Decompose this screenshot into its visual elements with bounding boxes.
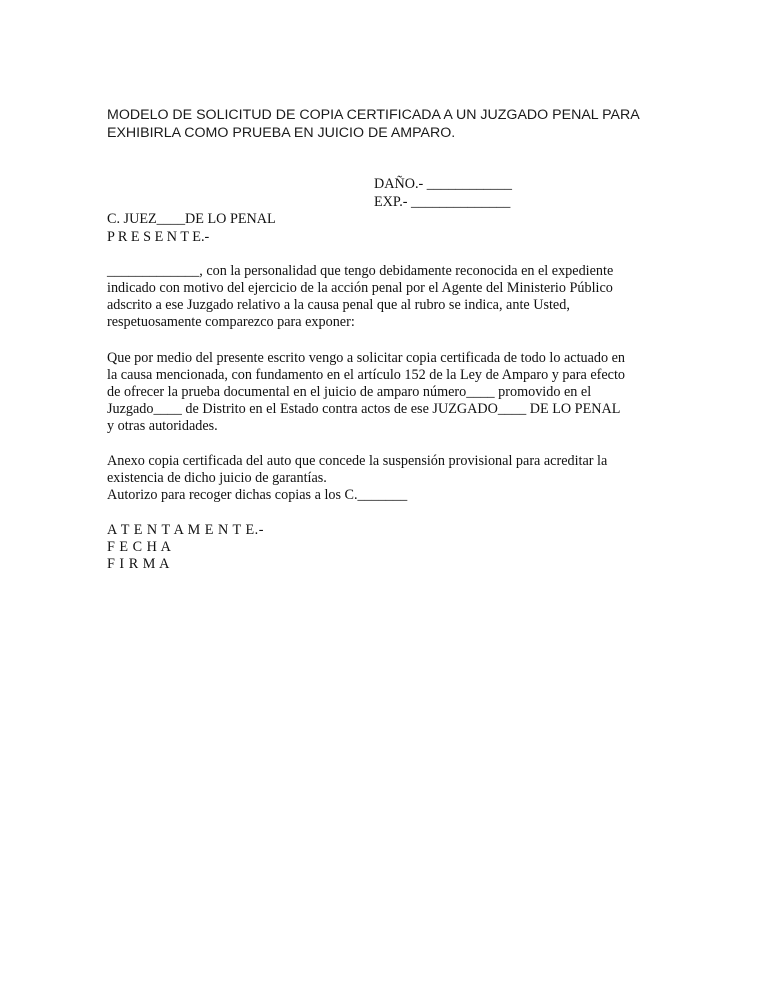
closing-block: [107, 522, 264, 573]
document-title: [107, 106, 687, 142]
closing-fecha: F E C H A: [107, 539, 172, 555]
paragraph-line: Anexo copia certificada del auto que concede la suspensión provisional para acreditar la: [107, 453, 608, 469]
paragraph-introduction: [107, 263, 667, 331]
paragraph-line: respetuosamente comparezco para exponer:: [107, 314, 355, 330]
paragraph-line: existencia de dicho juicio de garantías.: [107, 470, 327, 486]
paragraph-line: Autorizo para recoger dichas copias a los C._______: [107, 487, 408, 503]
paragraph-line: y otras autoridades.: [107, 418, 218, 434]
dano-reference: DAÑO.- ____________: [374, 176, 512, 192]
title-line-2: EXHIBIRLA COMO PRUEBA EN JUICIO DE AMPARO.: [107, 125, 456, 141]
closing-atentamente: A T E N T A M E N T E.-: [107, 522, 264, 538]
paragraph-line: indicado con motivo del ejercicio de la acción penal por el Agente del Ministerio Público: [107, 280, 613, 296]
paragraph-line: Juzgado____ de Distrito en el Estado contra actos de ese JUZGADO____ DE LO PENAL: [107, 401, 621, 417]
paragraph-line: adscrito a ese Juzgado relativo a la causa penal que al rubro se indica, ante Usted,: [107, 297, 570, 313]
case-references: [374, 175, 512, 211]
closing-firma: F I R M A: [107, 556, 170, 572]
paragraph-line: de ofrecer la prueba documental en el juicio de amparo número____ promovido en el: [107, 384, 592, 400]
addressee-judge: C. JUEZ____DE LO PENAL: [107, 211, 276, 227]
paragraph-line: Que por medio del presente escrito vengo a solicitar copia certificada de todo lo actuado en: [107, 350, 626, 366]
title-line-1: MODELO DE SOLICITUD DE COPIA CERTIFICADA A UN JUZGADO PENAL PARA: [107, 107, 640, 123]
paragraph-line: _____________, con la personalidad que tengo debidamente reconocida en el expediente: [107, 263, 614, 279]
paragraph-request: [107, 350, 667, 435]
exp-reference: EXP.- ______________: [374, 194, 511, 210]
addressee-presente: P R E S E N T E.-: [107, 229, 210, 245]
addressee-block: [107, 210, 276, 246]
paragraph-annex: [107, 453, 667, 504]
paragraph-line: la causa mencionada, con fundamento en el artículo 152 de la Ley de Amparo y para efecto: [107, 367, 626, 383]
